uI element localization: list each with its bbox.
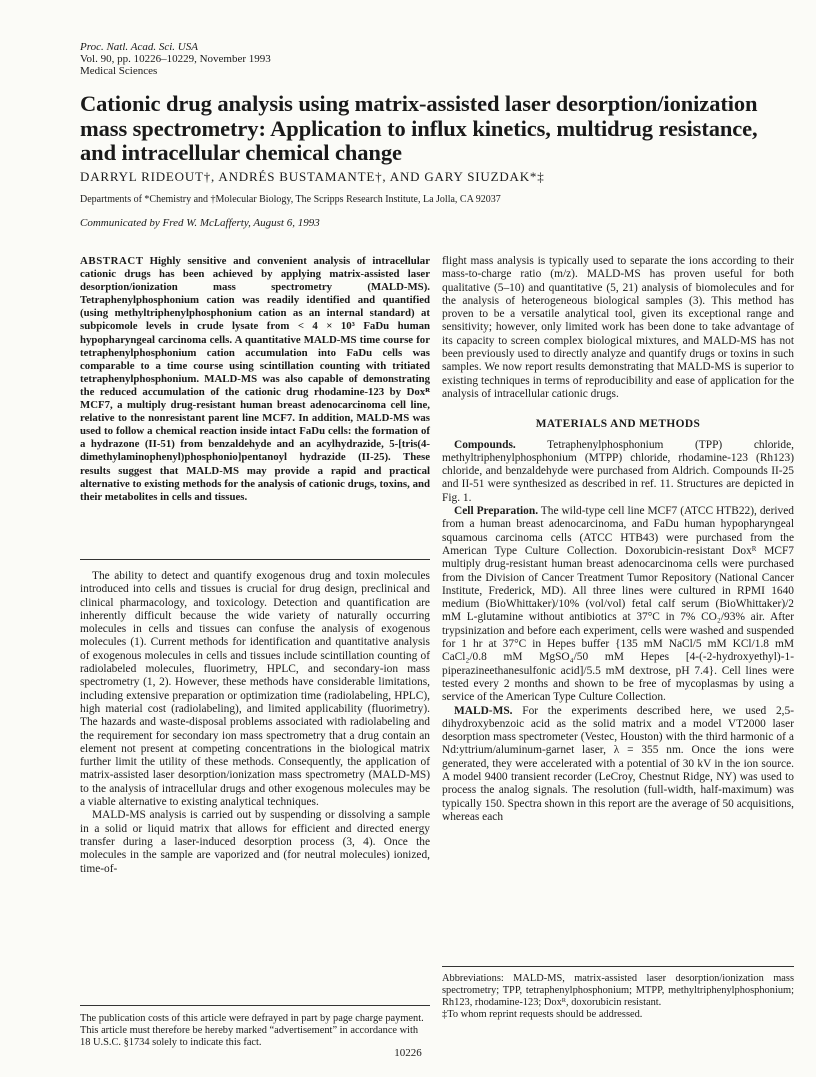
abstract-divider [80,559,430,560]
methods-paragraph [442,705,794,825]
right-column [442,255,794,824]
paragraph-text: For the experiments described here, we used 2,5-dihydroxybenzoic acid as the solid matrix and a model VT2000 laser desorption mass spectrometer (Vestec, Houston) with the third harmonic of a Nd:yttrium/aluminum-garnet laser, λ = 355 nm. Once the ions were generated, they were accelerated with a potential of 30 kV in the ion source. A model 9400 transient recorder (LeCroy, Chestnut Ridge, NY) was used to process the analog signals. The resolution (full-width, half-maximum) was typically 150. Spectra shown in this report are the average of 50 acquisitions, whereas each [442,704,795,823]
author-list: DARRYL RIDEOUT†, ANDRÉS BUSTAMANTE†, AND GARY SIUZDAK*‡ [80,169,545,184]
section-heading: MATERIALS AND METHODS [535,418,701,431]
intro-paragraph: The ability to detect and quantify exogenous drug and toxin molecules introduced into cells and tissues is crucial for drug design, preclinical and clinical pharmacology, and toxicology. Detection and quantification are inherently difficult because the wide variety of naturally occurring molecules in cells and tissues can confuse the analysis of exogenous molecules (1). Current methods for identification and quantitative analysis of exogenous molecules in cells and tissues include scintillation counting of radiolabeled molecules, fluorimetry, HPLC, and secondary-ion mass spectrometry (1, 2). However, these methods have considerable limitations, including extensive preparation or optimization time (radiolabeling, HPLC), high material cost (radiolabeling), and limited applicability (fluorimetry). The hazards and waste-disposal problems associated with radiolabeling and the requirement for secondary ion mass spectrometry that a drug contain an element not present at competing concentrations in the biological matrix further limit the utility of these methods. Consequently, the application of matrix-assisted laser desorption/ionization mass spectrometry (MALD-MS) to the analysis of intracellular drugs and other exogenous molecules may be a viable alternative to existing analytical techniques. [80,570,430,809]
article-title: Cationic drug analysis using matrix-assisted laser desorption/ionization mass spectrometry: Application to influx kinetics, multidrug resistance, and intracellular chemical change [80,91,758,165]
intro-continuation: flight mass analysis is typically used to separate the ions according to their mass-to-charge ratio (m/z). MALD-MS has proven useful for both qualitative (5–10) and quantitative (5, 21) analysis of biomolecules and for the analysis of heterogeneous biological samples (3). This method has proven to be a versatile analytical tool, given its exceptional range and sensitivity; however, only limited work has been done to take advantage of its capacity to screen complex biological mixtures, and MALD-MS has not been previously used to directly analyze and quantify drugs or toxins in such samples. We now report results demonstrating that MALD-MS is superior to existing techniques in terms of reproducibility and ease of application for the analysis of intracellular cationic drugs. [442,255,794,400]
volume-info: Vol. 90, pp. 10226–10229, November 1993 [80,53,271,65]
journal-name: Proc. Natl. Acad. Sci. USA [80,41,198,53]
section-name: Medical Sciences [80,65,158,77]
paragraph-heading: MALD-MS. [454,704,513,717]
paragraph-heading: Compounds. [454,438,516,451]
abstract [80,255,430,504]
reprint-note: ‡To whom reprint requests should be addressed. [442,1009,643,1020]
publication-cost-note: The publication costs of this article were defrayed in part by page charge payment. This article must therefore be hereby marked “advertisement” in accordance with 18 U.S.C. §1734 solely to indicate this fact. [80,1013,424,1048]
intro-paragraph: MALD-MS analysis is carried out by suspending or dissolving a sample in a solid or liquid matrix that allows for efficient and directed energy transfer during a laser-induced desorption process (3, 4). Once the molecules in the sample are vaporized and (for neutral molecules) ionized, time-of- [80,809,430,875]
introduction [80,570,430,876]
methods-paragraph [442,505,794,704]
journal-header [80,41,271,77]
abbreviations: Abbreviations: MALD-MS, matrix-assisted laser desorption/ionization mass spectrometry; TPP, tetraphenylphosphonium; MTPP, methyltriphenylphosphonium; Rh123, rhodamine-123; Doxᴿ, doxorubicin resistant. [442,973,794,1008]
affiliation: Departments of *Chemistry and †Molecular Biology, The Scripps Research Institute, La Jolla, CA 92037 [80,194,501,205]
footnote-divider [442,966,794,967]
communicated-by: Communicated by Fred W. McLafferty, August 6, 1993 [80,217,320,229]
paragraph-text: The wild-type cell line MCF7 (ATCC HTB22), derived from a human breast adenocarcinoma, and FaDu human hypopharyngeal squamous carcinoma cells (ATCC HTB43) were purchased from the American Type Culture Collection. Doxorubicin-resistant Doxᴿ MCF7 multiply drug-resistant human breast adenocarcinoma cells were purchased from the Division of Cancer Treatment Tumor Repository (National Cancer Institute, Frederick, MD). All three lines were cultured in RPMI 1640 medium (BioWhittaker)/10% (vol/vol) fetal calf serum (BioWhittaker)/2 mM L-glutamine without antibiotics at 37°C in 7% CO₂/93% air. After trypsinization and before each experiment, cells were washed and suspended for 1 hr at 37°C in Hepes buffer {135 mM NaCl/5 mM KCl/1.8 mM CaCl₂/0.8 mM MgSO₄/50 mM Hepes [4-(-2-hydroxyethyl)-1-piperazineethanesulfonic acid]/5.5 mM dextrose, pH 7.4}. Cell lines were tested every 2 months and shown to be free of mycoplasmas by using a service of the American Type Culture Collection. [442,505,794,704]
footnote-divider [80,1005,430,1006]
paragraph-text: Tetraphenylphosphonium (TPP) chloride, methyltriphenylphosphonium (MTPP) chloride, rhodamine-123 (Rh123) chloride, and benzaldehyde were purchased from Aldrich. Compounds II-25 and II-51 were synthesized as described in ref. 11. Structures are depicted in Fig. 1. [442,438,794,504]
page-number: 10226 [394,1047,422,1059]
abstract-text: Highly sensitive and convenient analysis of intracellular cationic drugs has been achieved by applying matrix-assisted laser desorption/ionization mass spectrometry (MALD-MS). Tetraphenylphosphonium cation was readily identified and quantified (using methyltriphenylphosphonium cation as an internal standard) at subpicomole levels in crude lysate from < 4 × 10³ FaDu human hypopharyngeal carcinoma cells. A quantitative MALD-MS time course for tetraphenylphosphonium cation accumulation into FaDu cells was comparable to a time course using scintillation counting with tritiated tetraphenylphosphonium. MALD-MS was also capable of demonstrating the reduced accumulation of the cationic drug rhodamine-123 by Doxᴿ MCF7, a multiply drug-resistant human breast adenocarcinoma cell line, relative to the nonresistant parent line MCF7. In addition, MALD-MS was used to follow a chemical reaction inside intact FaDu cells: the formation of a hydrazone (II-51) from benzaldehyde and an acylhydrazide, 5-[tris(4-dimethylaminophenyl)phosphonio]pentanoyl hydrazide (II-25). These results suggest that MALD-MS may provide a rapid and practical alternative to existing methods for the analysis of cationic drugs, toxins, and their metabolites in cells and tissues. [80,255,430,503]
abbreviations-footnote [442,973,794,1021]
paragraph-heading: Cell Preparation. [454,505,539,518]
abstract-label: ABSTRACT [80,255,144,267]
methods-paragraph [442,439,794,505]
